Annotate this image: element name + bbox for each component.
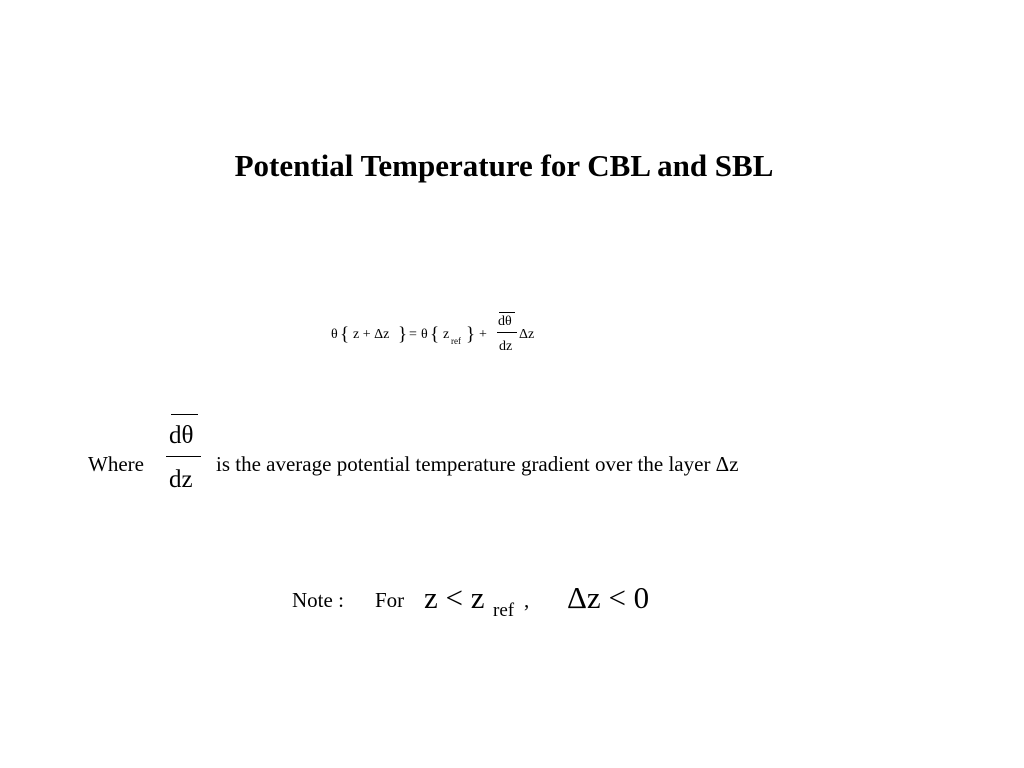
eq-brace-open-1: { xyxy=(340,324,350,345)
eq-fraction-numerator: dθ xyxy=(498,314,512,329)
eq-brace-close-1: } xyxy=(398,324,408,345)
eq-argument-2: z xyxy=(443,327,450,342)
note-comma: , xyxy=(524,588,530,612)
where-fraction-bar xyxy=(166,456,201,457)
eq-theta-2: θ xyxy=(421,327,428,342)
where-suffix: is the average potential temperature gradient over the layer Δz xyxy=(216,452,739,476)
note-condition-1: z < z xyxy=(424,580,485,615)
note-condition-2: Δz < 0 xyxy=(567,580,650,615)
eq-brace-close-2: } xyxy=(466,324,476,345)
eq-plus: + xyxy=(479,327,487,342)
where-prefix: Where xyxy=(88,452,144,476)
eq-equals: = xyxy=(409,327,417,342)
eq-argument-1: z + Δz xyxy=(353,327,390,342)
potential-temperature-equation xyxy=(331,310,571,360)
where-overline xyxy=(171,414,198,415)
note-for-label: For xyxy=(375,588,405,612)
eq-brace-open-2: { xyxy=(430,324,440,345)
eq-theta-1: θ xyxy=(331,327,338,342)
eq-delta-z: Δz xyxy=(519,327,535,342)
note-condition-1-subscript: ref xyxy=(493,600,515,621)
eq-fraction-denominator: dz xyxy=(499,339,513,354)
where-fraction-numerator: dθ xyxy=(169,422,194,449)
eq-argument-2-subscript: ref xyxy=(451,336,461,346)
where-fraction-denominator: dz xyxy=(169,466,193,493)
slide-title: Potential Temperature for CBL and SBL xyxy=(234,148,774,183)
note-label: Note : xyxy=(292,588,344,612)
eq-overline xyxy=(499,312,515,313)
eq-fraction-bar xyxy=(497,332,517,333)
